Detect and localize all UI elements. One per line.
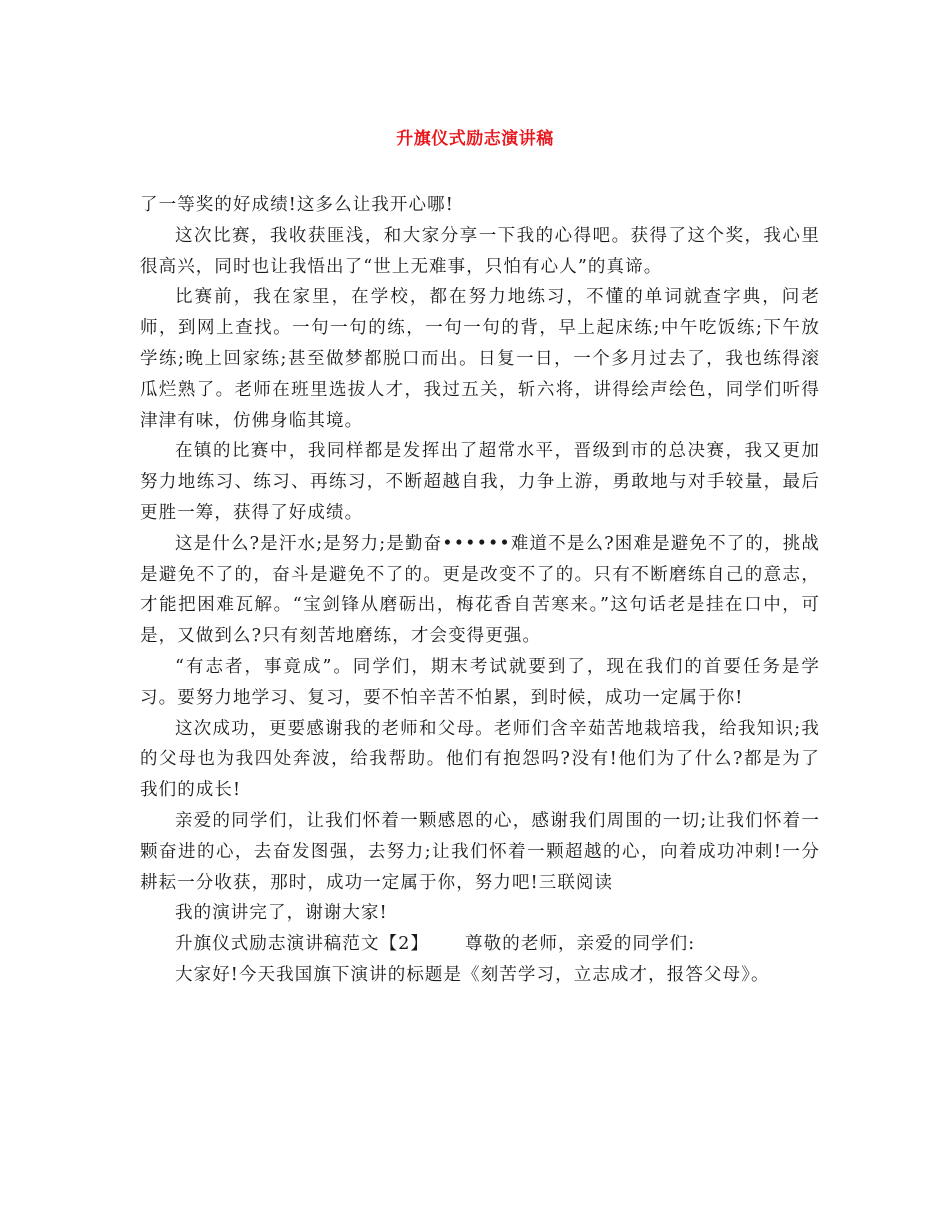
paragraph: 我的演讲完了，谢谢大家! xyxy=(175,903,388,924)
paragraph: 大家好!今天我国旗下演讲的标题是《刻苦学习，立志成才，报答父母》。 xyxy=(175,964,770,985)
paragraph: 在镇的比赛中，我同样都是发挥出了超常水平，晋级到市的总决赛，我又更加努力地练习、练习、再练习，不断超越自我，力争上游，勇敢地与对手较量，最后更胜一筹，获得了好成绩。 xyxy=(140,441,820,523)
document-body xyxy=(140,190,820,991)
paragraph: 这次比赛，我收获匪浅，和大家分享一下我的心得吧。获得了这个奖，我心里很高兴，同时也让我悟出了“世上无难事，只怕有心人”的真谛。 xyxy=(140,225,820,277)
document-title: 升旗仪式励志演讲稿 xyxy=(396,129,554,149)
section-heading-line xyxy=(140,929,820,960)
paragraph: 比赛前，我在家里，在学校，都在努力地练习，不懂的单词就查字典，问老师，到网上查找。一句一句的练，一句一句的背，早上起床练;中午吃饭练;下午放学练;晚上回家练;甚至做梦都脱口而出。日复一日，一个多月过去了，我也练得滚瓜烂熟了。老师在班里选拔人才，我过五关，斩六将，讲得绘声绘色，同学们听得津津有味，仿佛身临其境。 xyxy=(140,287,820,431)
paragraph: 亲爱的同学们，让我们怀着一颗感恩的心，感谢我们周围的一切;让我们怀着一颗奋进的心，去奋发图强，去努力;让我们怀着一颗超越的心，向着成功冲刺!一分耕耘一分收获，那时，成功一定属于你，努力吧!三联阅读 xyxy=(140,810,820,893)
section-heading: 升旗仪式励志演讲稿范文【2】 xyxy=(175,934,430,955)
paragraph: 了一等奖的好成绩!这多么让我开心哪! xyxy=(140,195,454,215)
greeting: 尊敬的老师，亲爱的同学们: xyxy=(465,934,696,955)
paragraph: 这是什么?是汗水;是努力;是勤奋••••••难道不是么?困难是避免不了的，挑战是避免不了的，奋斗是避免不了的。更是改变不了的。只有不断磨练自己的意志，才能把困难瓦解。“宝剑锋从磨砺出，梅花香自苦寒来。”这句话老是挂在口中，可是，又做到么?只有刻苦地磨练，才会变得更强。 xyxy=(140,533,820,647)
paragraph: “有志者，事竟成”。同学们，期末考试就要到了，现在我们的首要任务是学习。要努力地学习、复习，要不怕辛苦不怕累，到时候，成功一定属于你! xyxy=(140,656,820,708)
paragraph: 这次成功，更要感谢我的老师和父母。老师们含辛茹苦地栽培我，给我知识;我的父母也为我四处奔波，给我帮助。他们有抱怨吗?没有!他们为了什么?都是为了我们的成长! xyxy=(140,718,820,801)
